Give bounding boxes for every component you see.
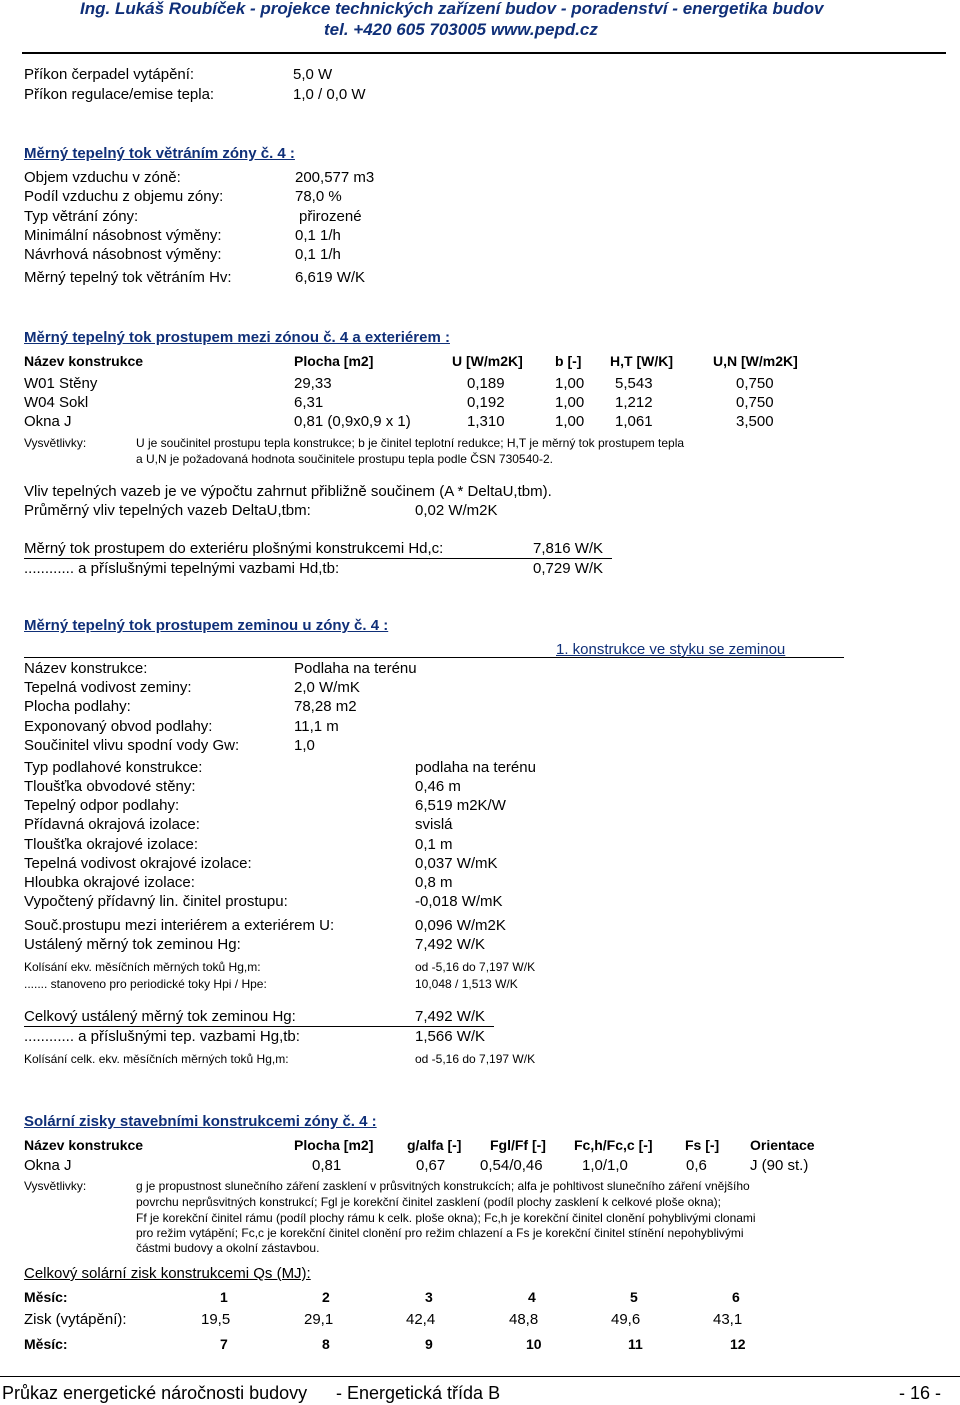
pump-label-1: Příkon čerpadel vytápění:: [24, 66, 195, 83]
ground-b-label-7: Hloubka okrajové izolace:: [24, 874, 195, 891]
ground-b-label-4: Přídavná okrajová izolace:: [24, 816, 200, 833]
trans-row-3-name: Okna J: [24, 413, 72, 430]
trans-row-2-b: 1,00: [555, 394, 585, 411]
ground-subtitle: 1. konstrukce ve styku se zeminou: [556, 641, 786, 658]
ground-total-underline: [24, 1026, 494, 1027]
month-8: 8: [322, 1336, 330, 1352]
trans-header-ht: H,T [W/K]: [610, 353, 673, 369]
month-9: 9: [425, 1336, 433, 1352]
vent-label-4: Minimální násobnost výměny:: [24, 227, 222, 244]
gain-3: 42,4: [406, 1311, 436, 1328]
ground-total-label: Celkový ustálený měrný tok zeminou Hg:: [24, 1008, 296, 1025]
trans-row-1-name: W01 Stěny: [24, 375, 98, 392]
ground-a-label-3: Plocha podlahy:: [24, 698, 131, 715]
solar-row-orient: J (90 st.): [750, 1157, 809, 1174]
ground-a-label-4: Exponovaný obvod podlahy:: [24, 718, 213, 735]
trans-row-1-u: 0,189: [467, 375, 505, 392]
ground-kolc-label: Kolísání celk. ekv. měsíčních měrných toků Hg,m:: [24, 1052, 289, 1066]
month-2: 2: [322, 1289, 330, 1305]
ground-b-label-1: Typ podlahové konstrukce:: [24, 759, 203, 776]
trans-row-2-u: 0,192: [467, 394, 505, 411]
trans-header-name: Název konstrukce: [24, 353, 144, 369]
hdc-label: Měrný tok prostupem do exteriéru plošnými konstrukcemi Hd,c:: [24, 540, 444, 557]
ground-kolc-value: od -5,16 do 7,197 W/K: [415, 1052, 536, 1066]
vent-value-5: 0,1 1/h: [295, 246, 341, 263]
vent-value-1: 200,577 m3: [295, 169, 375, 186]
ground-hpi-label: ....... stanoveno pro periodické toky Hpi / Hpe:: [24, 977, 267, 991]
gain-1: 19,5: [201, 1311, 231, 1328]
ground-tb-label: ............ a příslušnými tep. vazbami Hg,tb:: [24, 1028, 300, 1045]
month-12: 12: [730, 1336, 746, 1352]
vent-value-3: přirozené: [299, 208, 362, 225]
month-1: 1: [220, 1289, 228, 1305]
trans-row-1-un: 0,750: [736, 375, 774, 392]
header-line-2: tel. +420 605 703005 www.pepd.cz: [324, 20, 598, 39]
trans-row-3-u: 1,310: [467, 413, 505, 430]
footer-rule: [0, 1376, 960, 1377]
trans-row-2-area: 6,31: [294, 394, 324, 411]
ground-b-value-8: -0,018 W/mK: [415, 893, 503, 910]
trans-row-2-name: W04 Sokl: [24, 394, 89, 411]
solar-legend-line-2: povrchu neprůsvitných konstrukcí; Fgl je korekční činitel zasklení (podíl plochy zasklení k celkové ploše okna);: [136, 1195, 721, 1209]
vent-value-4: 0,1 1/h: [295, 227, 341, 244]
gain-2: 29,1: [304, 1311, 334, 1328]
ground-total-value: 7,492 W/K: [415, 1008, 486, 1025]
solar-legend-line-5: částmi budovy a okolní zástavbou.: [136, 1241, 320, 1255]
hdtb-label: ............ a příslušnými tepelnými vazbami Hd,tb:: [24, 560, 340, 577]
vent-label-1: Objem vzduchu v zóně:: [24, 169, 181, 186]
ground-a-value-5: 1,0: [294, 737, 315, 754]
ground-a-label-1: Název konstrukce:: [24, 660, 148, 677]
solar-header-orient: Orientace: [750, 1137, 815, 1153]
ground-a-label-2: Tepelná vodivost zeminy:: [24, 679, 192, 696]
solar-header-area: Plocha [m2]: [294, 1137, 374, 1153]
month-10: 10: [526, 1336, 542, 1352]
ground-b-value-4: svislá: [415, 816, 453, 833]
solar-row-area: 0,81: [312, 1157, 342, 1174]
ground-b-label-5: Tloušťka okrajové izolace:: [24, 836, 199, 853]
ground-subtitle-rule: [24, 657, 844, 658]
trans-row-1-b: 1,00: [555, 375, 585, 392]
trans-row-3-b: 1,00: [555, 413, 585, 430]
ground-b-value-6: 0,037 W/mK: [415, 855, 498, 872]
footer-page-number: - 16 -: [899, 1383, 942, 1403]
ground-kol-value: od -5,16 do 7,197 W/K: [415, 960, 536, 974]
trans-row-1-ht: 5,543: [615, 375, 653, 392]
solar-legend-label: Vysvětlivky:: [24, 1179, 87, 1193]
vent-label-2: Podíl vzduchu z objemu zóny:: [24, 188, 224, 205]
header-line-1: Ing. Lukáš Roubíček - projekce technických zařízení budov - poradenství - energetika budov: [80, 0, 824, 18]
trans-row-2-ht: 1,212: [615, 394, 653, 411]
ground-tb-value: 1,566 W/K: [415, 1028, 486, 1045]
ground-a-value-3: 78,28 m2: [294, 698, 357, 715]
trans-legend-line-2: a U,N je požadovaná hodnota součinitele prostupu tepla podle ČSN 730540-2.: [136, 452, 553, 466]
header-rule: [22, 52, 946, 54]
ground-u-value: 0,096 W/m2K: [415, 917, 506, 934]
solar-header-name: Název konstrukce: [24, 1137, 144, 1153]
ground-hpi-value: 10,048 / 1,513 W/K: [415, 977, 518, 991]
vent-value-2: 78,0 %: [295, 188, 342, 205]
month-6: 6: [732, 1289, 740, 1305]
month-label-1: Měsíc:: [24, 1289, 68, 1305]
footer-class: - Energetická třída B: [336, 1383, 501, 1403]
bridge-value: 0,02 W/m2K: [415, 502, 498, 519]
month-11: 11: [628, 1336, 643, 1352]
gain-6: 43,1: [713, 1311, 743, 1328]
bridge-note: Vliv tepelných vazeb je ve výpočtu zahrnut přibližně součinem (A * DeltaU,tbm).: [24, 483, 552, 500]
vent-label-3: Typ větrání zóny:: [24, 208, 139, 225]
ground-a-value-1: Podlaha na terénu: [294, 660, 417, 677]
ground-hg-value: 7,492 W/K: [415, 936, 486, 953]
solar-row-name: Okna J: [24, 1157, 72, 1174]
solar-row-fgl: 0,54/0,46: [480, 1157, 543, 1174]
trans-header-area: Plocha [m2]: [294, 353, 374, 369]
month-label-2: Měsíc:: [24, 1336, 68, 1352]
solar-header-fs: Fs [-]: [685, 1137, 720, 1153]
trans-header-b: b [-]: [555, 353, 582, 369]
ground-b-value-5: 0,1 m: [415, 836, 453, 853]
solar-row-g: 0,67: [416, 1157, 446, 1174]
solar-legend-line-4: pro režim vytápění; Fc,c je korekční činitel clonění pro režim chlazení a Fs je korekční činitel stínění nepohyblivými: [136, 1226, 744, 1240]
trans-title: Měrný tepelný tok prostupem mezi zónou č. 4 a exteriérem :: [24, 329, 450, 346]
month-5: 5: [630, 1289, 638, 1305]
ground-a-label-5: Součinitel vlivu spodní vody Gw:: [24, 737, 240, 754]
trans-row-3-ht: 1,061: [615, 413, 653, 430]
solar-header-fgl: Fgl/Ff [-]: [490, 1137, 546, 1153]
solar-row-fs: 0,6: [686, 1157, 707, 1174]
pump-value-1: 5,0 W: [293, 66, 333, 83]
ground-title: Měrný tepelný tok prostupem zeminou u zóny č. 4 :: [24, 617, 389, 634]
solar-header-g: g/alfa [-]: [407, 1137, 462, 1153]
solar-legend-line-1: g je propustnost slunečního záření zasklení v průsvitných konstrukcích; alfa je pohltivost slunečního záření vnějšího: [136, 1179, 750, 1193]
ground-b-label-3: Tepelný odpor podlahy:: [24, 797, 180, 814]
ground-a-value-2: 2,0 W/mK: [294, 679, 360, 696]
trans-legend-label: Vysvětlivky:: [24, 436, 87, 450]
month-3: 3: [425, 1289, 433, 1305]
trans-legend-line-1: U je součinitel prostupu tepla konstrukce; b je činitel teplotní redukce; H,T je měrný tok prostupem tepla: [136, 436, 685, 450]
ground-b-value-2: 0,46 m: [415, 778, 461, 795]
trans-row-2-un: 0,750: [736, 394, 774, 411]
hdc-underline: [24, 558, 612, 559]
ground-b-label-8: Vypočtený přídavný lin. činitel prostupu:: [24, 893, 288, 910]
gain-5: 49,6: [611, 1311, 641, 1328]
vent-label-6: Měrný tepelný tok větráním Hv:: [24, 269, 232, 286]
ground-b-label-2: Tloušťka obvodové stěny:: [24, 778, 196, 795]
vent-value-6: 6,619 W/K: [295, 269, 366, 286]
pump-value-2: 1,0 / 0,0 W: [293, 86, 366, 103]
month-4: 4: [528, 1289, 536, 1305]
solar-total-title: Celkový solární zisk konstrukcemi Qs (MJ):: [24, 1265, 311, 1282]
gain-4: 48,8: [509, 1311, 539, 1328]
ground-hg-label: Ustálený měrný tok zeminou Hg:: [24, 936, 241, 953]
ground-u-label: Souč.prostupu mezi interiérem a exteriérem U:: [24, 917, 335, 934]
trans-row-3-un: 3,500: [736, 413, 774, 430]
trans-row-1-area: 29,33: [294, 375, 332, 392]
solar-title: Solární zisky stavebními konstrukcemi zóny č. 4 :: [24, 1113, 377, 1130]
hdtb-value: 0,729 W/K: [533, 560, 604, 577]
ground-b-label-6: Tepelná vodivost okrajové izolace:: [24, 855, 252, 872]
ground-b-value-3: 6,519 m2K/W: [415, 797, 506, 814]
ground-kol-label: Kolísání ekv. měsíčních měrných toků Hg,m:: [24, 960, 261, 974]
bridge-label: Průměrný vliv tepelných vazeb DeltaU,tbm:: [24, 502, 311, 519]
trans-header-un: U,N [W/m2K]: [713, 353, 798, 369]
month-7: 7: [220, 1336, 228, 1352]
solar-header-fc: Fc,h/Fc,c [-]: [574, 1137, 653, 1153]
vent-label-5: Návrhová násobnost výměny:: [24, 246, 222, 263]
trans-header-u: U [W/m2K]: [452, 353, 523, 369]
pump-label-2: Příkon regulace/emise tepla:: [24, 86, 215, 103]
ground-b-value-7: 0,8 m: [415, 874, 453, 891]
trans-row-3-area: 0,81 (0,9x0,9 x 1): [294, 413, 411, 430]
vent-title: Měrný tepelný tok větráním zóny č. 4 :: [24, 145, 295, 162]
ground-a-value-4: 11,1 m: [294, 718, 339, 735]
ground-b-value-1: podlaha na terénu: [415, 759, 536, 776]
solar-legend-line-3: Ff je korekční činitel rámu (podíl plochy rámu k celk. ploše okna); Fc,h je korekční činitel clonění pohyblivými clonami: [136, 1211, 756, 1225]
footer-title: Průkaz energetické náročnosti budovy: [2, 1383, 308, 1403]
hdc-value: 7,816 W/K: [533, 540, 604, 557]
gain-label: Zisk (vytápění):: [24, 1311, 127, 1328]
solar-row-fc: 1,0/1,0: [582, 1157, 628, 1174]
